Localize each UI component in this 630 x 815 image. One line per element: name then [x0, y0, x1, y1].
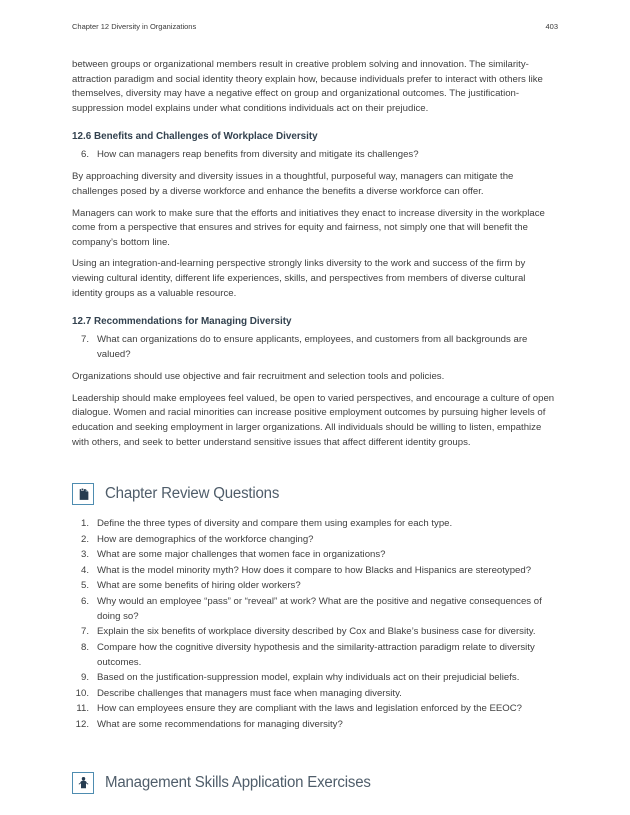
running-header [72, 22, 558, 31]
question-number: 11. [76, 703, 89, 715]
paragraph: Leadership should make employees feel valued, be open to varied perspectives, and encourage a culture of open dialogue. Women and racial minorities can increase positive employment outcomes by pursuing higher levels of education and seeking employment in larger organizations. All individuals should be willing to listen, empathize with others, and seek to better understand sensitive issues that affect different identity groups. [72, 392, 555, 448]
exercises-section-title: Management Skills Application Exercises [105, 773, 371, 791]
section-question [72, 332, 558, 362]
question-number: 10. [75, 687, 89, 699]
person-icon [72, 772, 94, 794]
list-item [72, 594, 558, 624]
question-text: Define the three types of diversity and compare them using examples for each type. [97, 518, 453, 530]
question-number: 12. [75, 718, 89, 730]
question-number: 2. [80, 533, 89, 545]
section-heading: 12.7 Recommendations for Managing Diversity [72, 316, 292, 328]
review-question-list [72, 516, 558, 732]
question-number: 3. [80, 549, 89, 561]
section-heading: 12.6 Benefits and Challenges of Workplace Diversity [72, 131, 318, 143]
question-number: 7. [80, 626, 89, 638]
question-text: What are some benefits of hiring older workers? [97, 580, 301, 592]
document-icon [72, 483, 94, 505]
question-number: 8. [80, 641, 89, 653]
question-text: Based on the justification-suppression model, explain why individuals act on their prejudicial beliefs. [97, 672, 520, 684]
paragraph: By approaching diversity and diversity issues in a thoughtful, purposeful way, managers can mitigate the challenges posed by a diverse workforce and enhance the benefits a diverse workforce can offer. [72, 171, 514, 197]
chapter-title: Chapter 12 Diversity in Organizations [72, 22, 197, 31]
question-number: 7. [80, 334, 89, 346]
question-number: 9. [80, 672, 89, 684]
paragraph: Managers can work to make sure that the efforts and initiatives they enact to increase diversity in the workplace come from a perspective that ensures and strives for equity and fairness, not simply one that will benefit the company’s bottom line. [72, 207, 545, 248]
question-number: 1. [80, 518, 89, 530]
list-item [72, 547, 558, 562]
question-text: Compare how the cognitive diversity hypothesis and the similarity-attraction paradigm relate to diversity outcomes. [97, 641, 535, 668]
list-item [72, 563, 558, 578]
section-12-6 [72, 130, 558, 301]
list-item [72, 516, 558, 531]
question-text: What is the model minority myth? How does it compare to how Blacks and Hispanics are stereotyped? [97, 564, 532, 576]
chapter-review-questions-heading [72, 483, 558, 505]
question-text: Why would an employee “pass” or “reveal” at work? What are the positive and negative consequences of doing so? [97, 595, 542, 622]
question-text: What are some major challenges that women face in organizations? [97, 549, 386, 561]
list-item [72, 686, 558, 701]
question-text: How can managers reap benefits from diversity and mitigate its challenges? [97, 149, 419, 161]
question-text: What can organizations do to ensure applicants, employees, and customers from all backgrounds are valued? [97, 334, 528, 361]
question-number: 6. [80, 595, 89, 607]
list-item [72, 578, 558, 593]
list-item [72, 701, 558, 716]
question-text: Describe challenges that managers must face when managing diversity. [97, 687, 402, 699]
intro-paragraph: between groups or organizational members result in creative problem solving and innovation. The similarity-attraction paradigm and social identity theory explain how, because individuals prefer to interact with others like themselves, diversity may have a negative effect on group and organizational outcomes. The justification-suppression model explains under what conditions individuals act on their prejudice. [72, 59, 543, 114]
review-section-title: Chapter Review Questions [105, 485, 280, 503]
page-number: 403 [545, 22, 558, 31]
section-12-7 [72, 315, 558, 450]
question-number: 4. [80, 564, 89, 576]
list-item [72, 640, 558, 670]
question-text: How can employees ensure they are compliant with the laws and legislation enforced by the EEOC? [97, 703, 523, 715]
paragraph: Organizations should use objective and fair recruitment and selection tools and policies. [72, 371, 445, 383]
section-question [72, 147, 558, 162]
question-number: 6. [80, 149, 89, 161]
list-item [72, 717, 558, 732]
paragraph: Using an integration-and-learning perspective strongly links diversity to the work and success of the firm by viewing cultural identity, different life experiences, skills, and perspectives from members of diverse cultural identity groups as a valuable resource. [72, 258, 526, 299]
question-text: Explain the six benefits of workplace diversity described by Cox and Blake’s business case for diversity. [97, 626, 536, 638]
question-text: How are demographics of the workforce changing? [97, 533, 314, 545]
question-number: 5. [80, 580, 89, 592]
list-item [72, 532, 558, 547]
question-text: What are some recommendations for managing diversity? [97, 718, 343, 730]
management-skills-heading [72, 772, 558, 794]
list-item [72, 624, 558, 639]
list-item [72, 670, 558, 685]
